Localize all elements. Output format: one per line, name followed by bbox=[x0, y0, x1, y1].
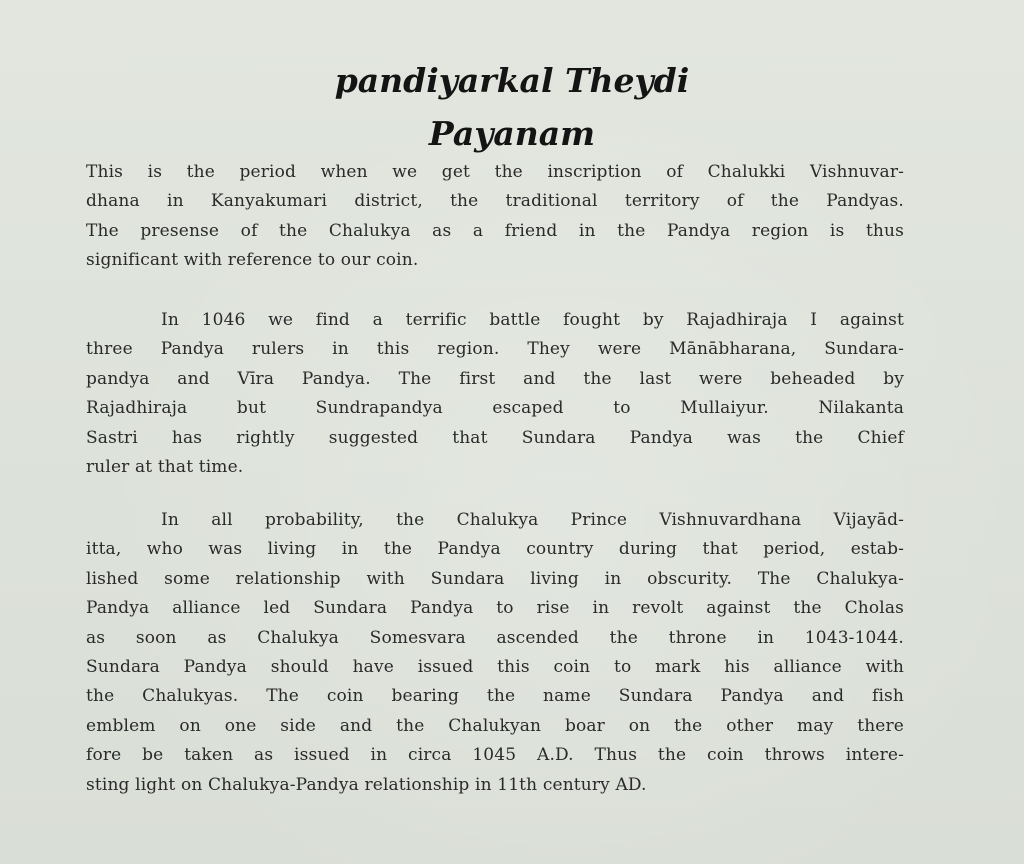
text-line: dhana in Kanyakumari district, the traditional territory of the Pandyas. bbox=[86, 191, 904, 212]
text-line: sting light on Chalukya-Pandya relationship in 11th century AD. bbox=[86, 774, 647, 795]
text-line: The presense of the Chalukya as a friend in the Pandya region is thus bbox=[86, 220, 904, 241]
text-line: In 1046 we find a terrific battle fought by Rajadhiraja I against bbox=[161, 310, 904, 330]
page-title-line-1: pandiyarkal Theydi bbox=[334, 61, 690, 100]
page-title-line-2: Payanam bbox=[428, 114, 596, 153]
text-line: the Chalukyas. The coin bearing the name Sundara Pandya and fish bbox=[86, 686, 904, 707]
text-line: fore be taken as issued in circa 1045 A.D. Thus the coin throws intere- bbox=[86, 745, 904, 766]
text-line: ruler at that time. bbox=[86, 456, 244, 477]
paragraph-2 bbox=[86, 306, 904, 482]
text-line: three Pandya rulers in this region. They were Mānābharana, Sundara- bbox=[86, 339, 904, 360]
text-line: Sastri has rightly suggested that Sundara Pandya was the Chief bbox=[86, 427, 904, 448]
text-line: significant with reference to our coin. bbox=[86, 250, 419, 271]
text-line: Pandya alliance led Sundara Pandya to rise in revolt against the Cholas bbox=[86, 598, 904, 619]
text-line: In all probability, the Chalukya Prince Vishnuvardhana Vijayād- bbox=[161, 510, 904, 530]
text-line: emblem on one side and the Chalukyan boar on the other may there bbox=[86, 715, 904, 736]
text-line: pandya and Vīra Pandya. The first and the last were beheaded by bbox=[86, 368, 904, 389]
text-line: Sundara Pandya should have issued this coin to mark his alliance with bbox=[86, 656, 904, 677]
text-line: This is the period when we get the inscription of Chalukki Vishnuvar- bbox=[86, 162, 904, 182]
text-line: as soon as Chalukya Somesvara ascended the throne in 1043-1044. bbox=[86, 627, 904, 648]
text-line: Rajadhiraja but Sundrapandya escaped to Mullaiyur. Nilakanta bbox=[86, 398, 904, 419]
paragraph-1 bbox=[86, 158, 904, 276]
paragraph-3 bbox=[86, 506, 904, 800]
text-line: itta, who was living in the Pandya country during that period, estab- bbox=[86, 539, 904, 560]
text-line: lished some relationship with Sundara living in obscurity. The Chalukya- bbox=[86, 568, 904, 589]
